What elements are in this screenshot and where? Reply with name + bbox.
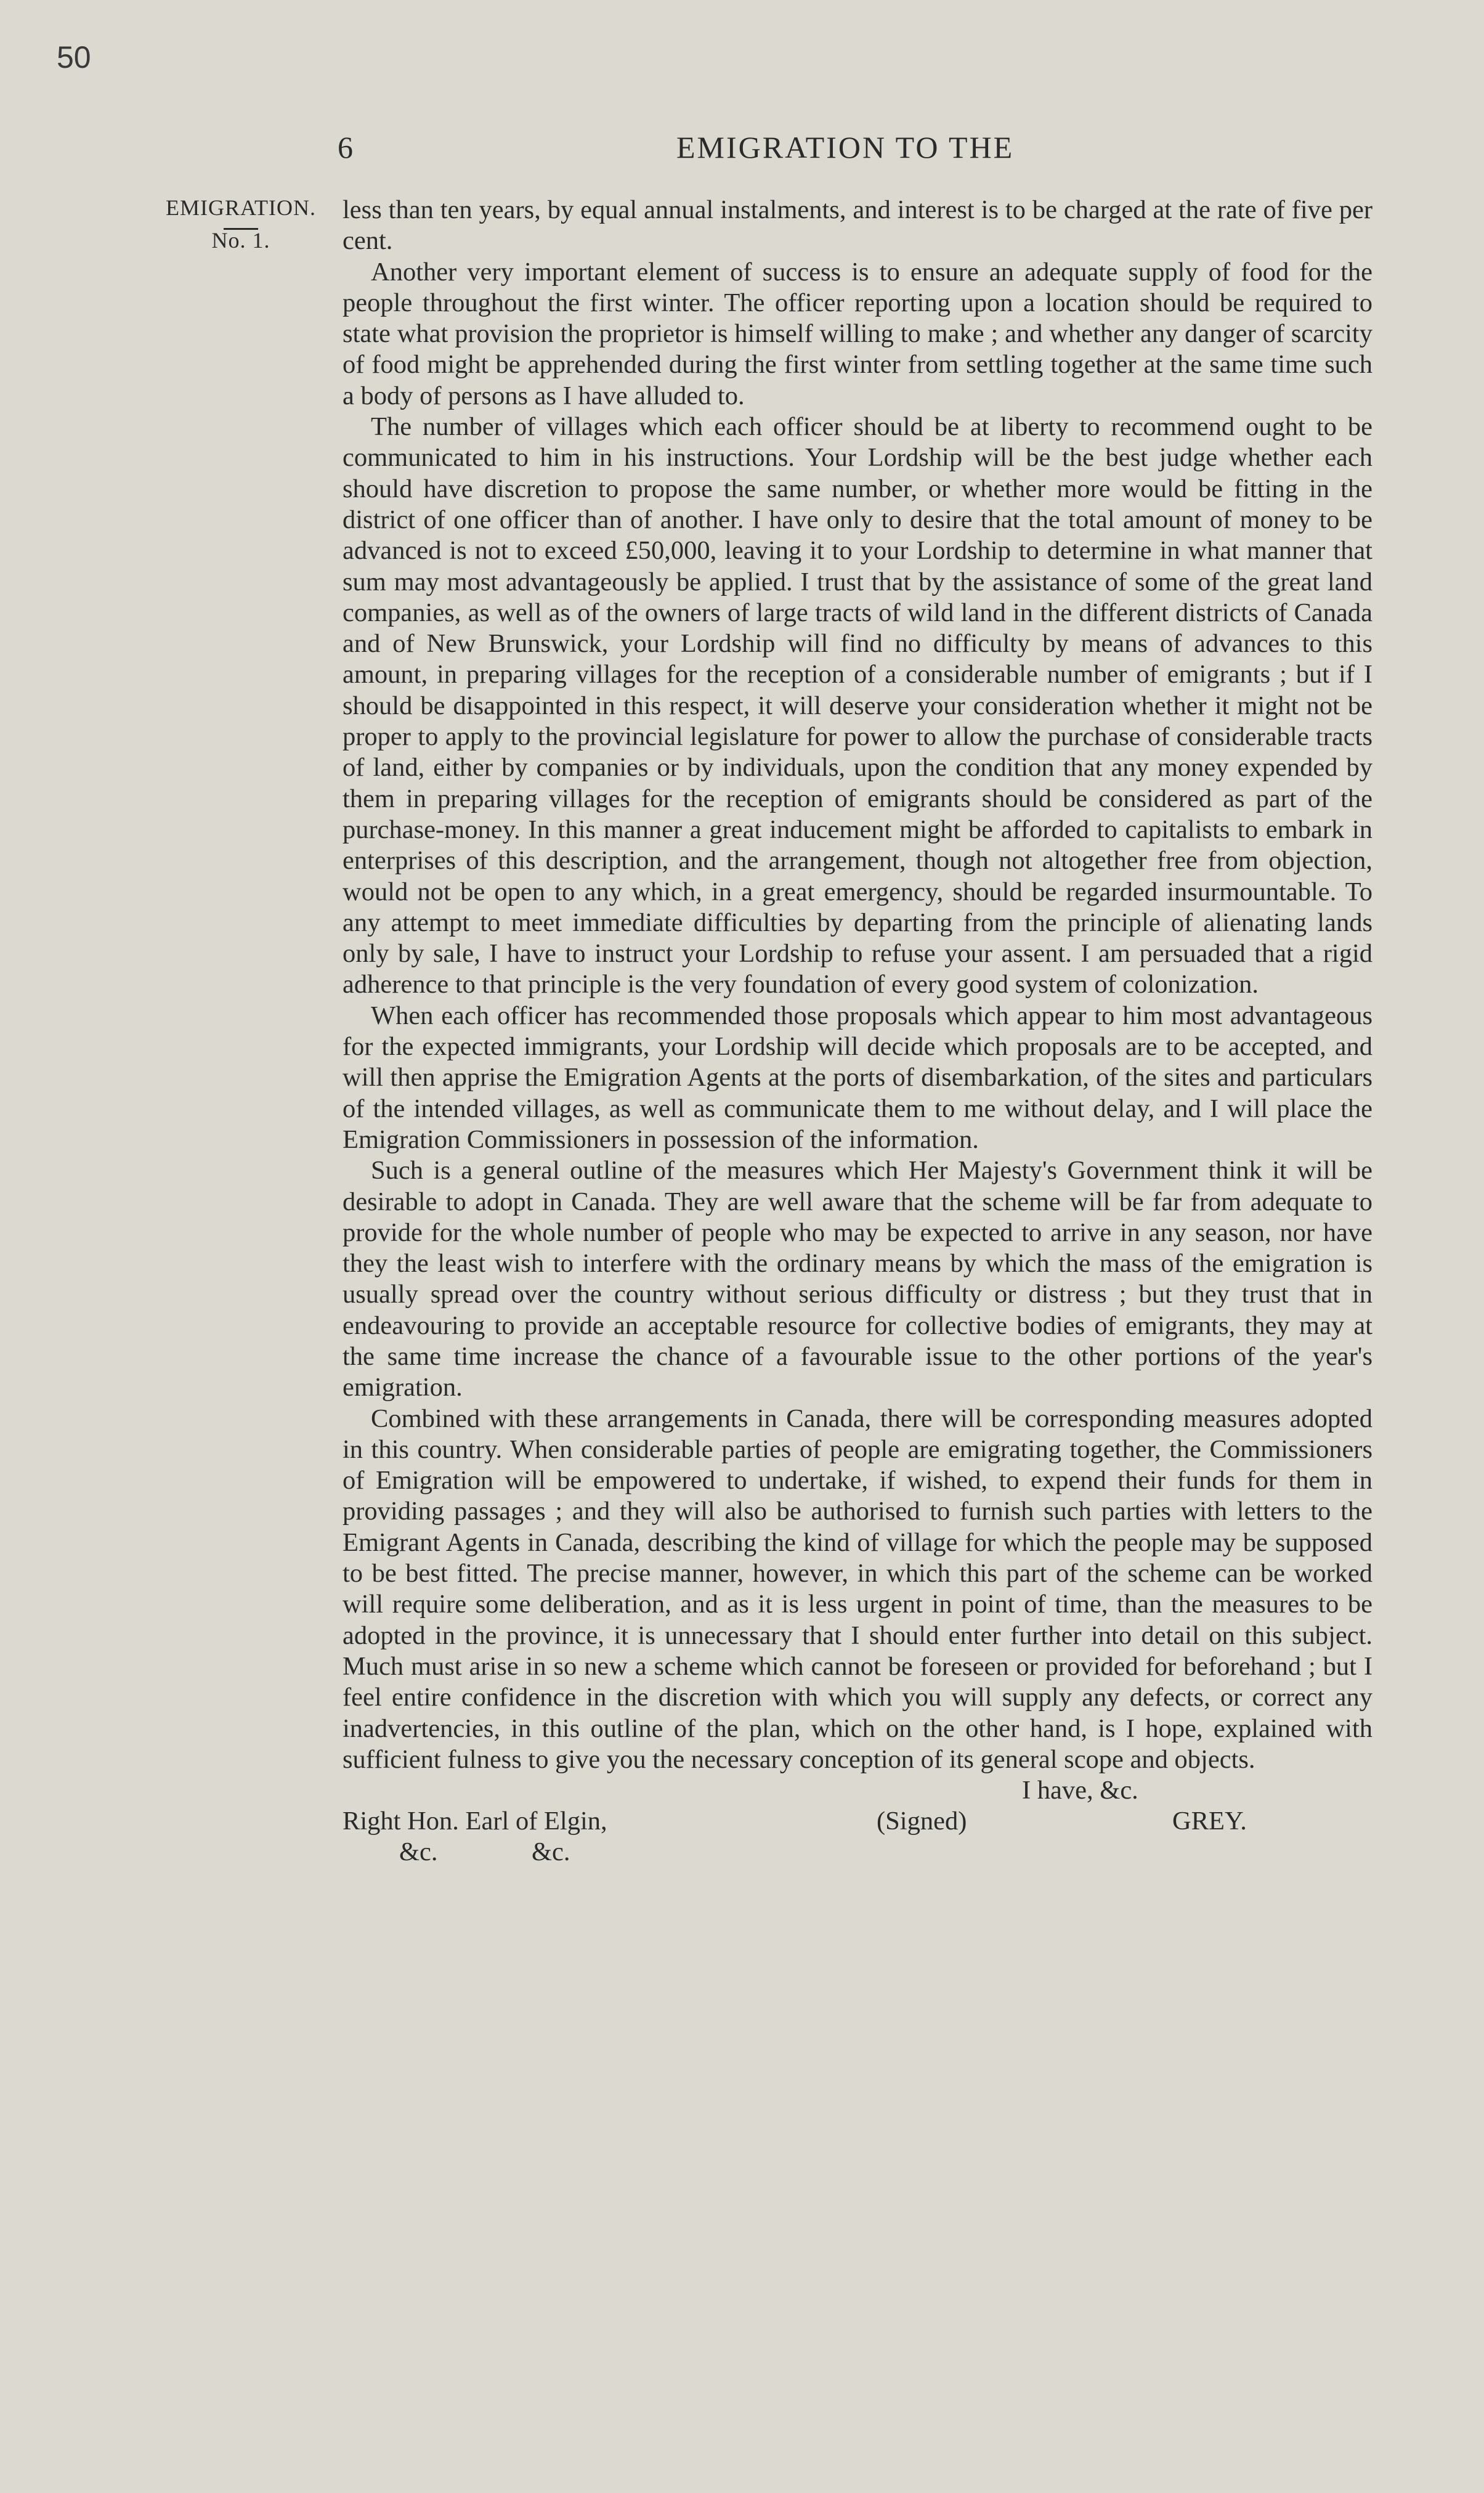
margin-note (152, 191, 330, 257)
paragraph: The number of villages which each officer should be at liberty to recommend ought to be communicated to him in his instructions. Your Lordship will be the best judge whether each should have discretion to propose the same number, or whether more would be fitting in the district of one officer than of another. I have only to desire that the total amount of money to be advanced is not to exceed £50,000, leaving it to your Lordship to determine in what manner that sum may most advantageously be applied. I trust that by the assistance of some of the great land companies, as well as of the owners of large tracts of wild land in the different districts of Canada and of New Brunswick, your Lordship will find no difficulty by means of advances to this amount, in preparing villages for the reception of a considerable number of emigrants ; but if I should be disappointed in this respect, it will deserve your consideration whether it might not be proper to apply to the provincial legislature for power to allow the purchase of considerable tracts of land, either by companies or by individuals, upon the condition that any money expended by them in preparing villages for the reception of emigrants should be considered as part of the purchase-money. In this manner a great inducement might be afforded to capitalists to embark in enterprises of this description, and the arrangement, though not altogether free from objection, would not be open to any which, in a great emergency, should be regarded insurmountable. To any attempt to meet immediate difficulties by departing from the principle of alienating lands only by sale, I have to instruct your Lordship to refuse your assent. I am persuaded that a rigid adherence to that principle is the very foundation of every good system of colonization. (343, 412, 1372, 999)
addressee: Right Hon. Earl of Elgin, (343, 1807, 607, 1836)
margin-note-number: No. 1. (211, 228, 270, 253)
closing-i-have: I have, &c. (1022, 1776, 1138, 1805)
letter-body (343, 195, 1372, 1871)
paragraph: Such is a general outline of the measures which Her Majesty's Government think it will be desirable to adopt in Canada. They are well aware that the scheme will be far from adequate to provide for the whole number of people who may be expected to arrive in any season, nor have they the least wish to interfere with the ordinary means by which the mass of the emigration is usually spread over the country without serious difficulty or distress ; but they trust that in endeavouring to provide an acceptable resource for collective bodies of emigrants, they may at the same time increase the chance of a favourable issue to the other portions of the year's emigration. (343, 1156, 1372, 1402)
etc-second: &c. (532, 1837, 570, 1867)
paragraph: Another very important element of success is to ensure an adequate supply of food for the people throughout the first winter. The officer reporting upon a location should be required to state what provision the proprietor is himself willing to make ; and whether any danger of scarcity of food might be apprehended during the first winter from settling together at the same time such a body of persons as I have alluded to. (343, 257, 1372, 410)
margin-note-title: EMIGRATION. (166, 195, 316, 220)
paragraph: When each officer has recommended those proposals which appear to him most advantageous for the expected immigrants, your Lordship will decide which proposals are to be accepted, and will then apprise the Emigration Agents at the ports of disembarkation, of the sites and particulars of the intended villages, as well as communicate them to me without delay, and I will place the Emigration Commissioners in possession of the information. (343, 1001, 1372, 1154)
archive-page-number: 50 (57, 40, 91, 75)
paragraph: Combined with these arrangements in Canada, there will be corresponding measures adopted in this country. When considerable parties of people are emigrating together, the Commissioners of Emigration will be empowered to undertake, if wished, to expend their funds for them in providing passages ; and they will also be authorised to furnish such parties with letters to the Emigrant Agents in Canada, describing the kind of village for which the people may be supposed to be best fitted. The precise manner, however, in which this part of the scheme can be worked will require some deliberation, and as it is less urgent in point of time, than the measures to be adopted in the province, it is unnecessary that I should enter further into detail on this subject. Much must arise in so new a scheme which cannot be foreseen or provided for beforehand ; but I feel entire confidence in the discretion with which you will supply any defects, or correct any inadvertencies, in this outline of the plan, which on the other hand, is I hope, explained with sufficient fulness to give you the necessary conception of its general scope and objects. (343, 1404, 1372, 1774)
letter-closing (343, 1775, 1372, 1871)
signatory-name: GREY. (1172, 1807, 1247, 1836)
running-head: EMIGRATION TO THE (676, 130, 1015, 165)
etc-first: &c. (399, 1837, 438, 1867)
page-number: 6 (338, 130, 353, 165)
paragraph: less than ten years, by equal annual instalments, and interest is to be charged at the rate of five per cent. (343, 195, 1372, 256)
signed-label: (Signed) (877, 1807, 967, 1836)
